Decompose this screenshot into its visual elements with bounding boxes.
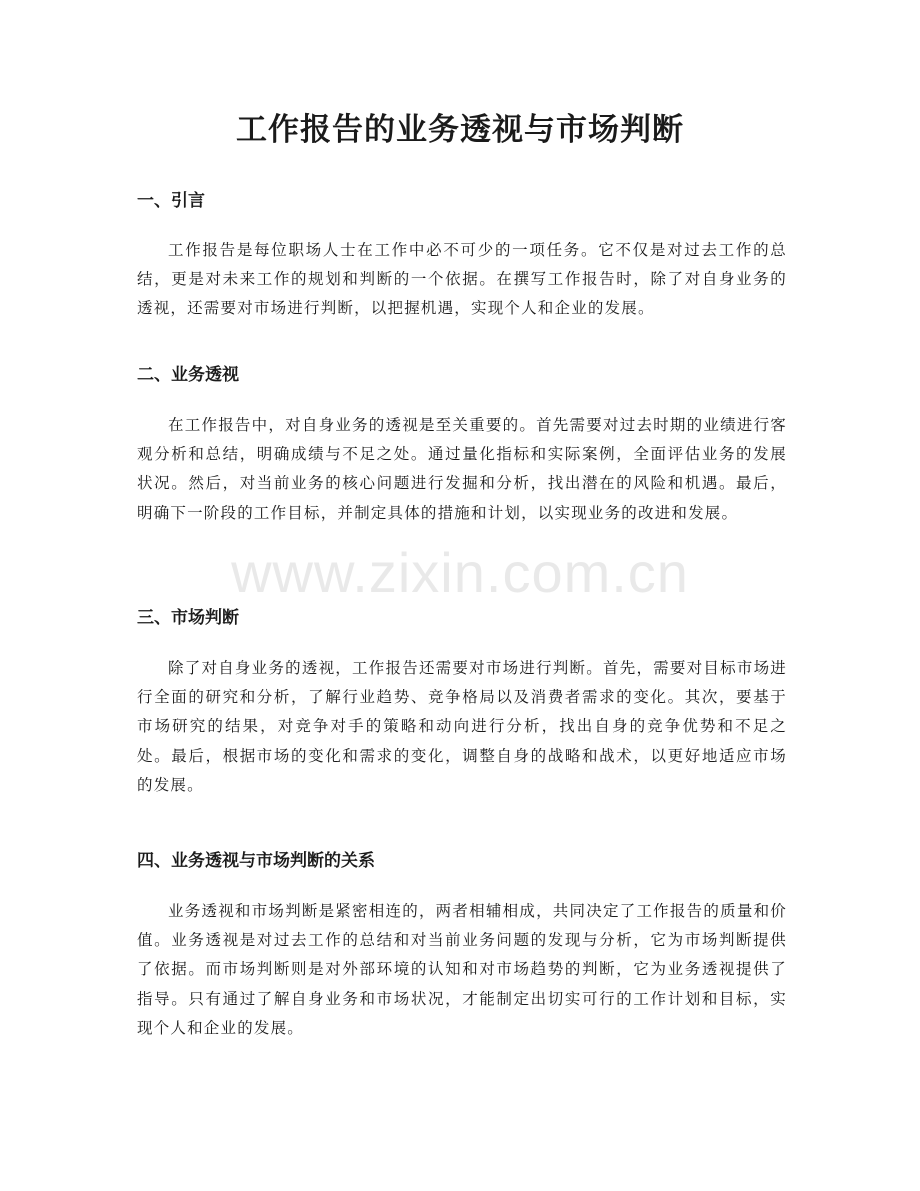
paragraph-market-judgment: 除了对自身业务的透视，工作报告还需要对市场进行判断。首先，需要对目标市场进行全面的研究和分析，了解行业趋势、竞争格局以及消费者需求的变化。其次，要基于市场研究的结果，对竞争对手的策略和动向进行分析，找出自身的竞争优势和不足之处。最后，根据市场的变化和需求的变化，调整自身的战略和战术，以更好地适应市场的发展。 bbox=[137, 659, 787, 794]
paragraph-relationship: 业务透视和市场判断是紧密相连的，两者相辅相成，共同决定了工作报告的质量和价值。业务透视是对过去工作的总结和对当前业务问题的发现与分析，它为市场判断提供了依据。而市场判断则是对外部环境的认知和对市场趋势的判断，它为业务透视提供了指导。只有通过了解自身业务和市场状况，才能制定出切实可行的工作计划和目标，实现个人和企业的发展。 bbox=[137, 902, 787, 1037]
page-title: 工作报告的业务透视与市场判断 bbox=[236, 112, 684, 148]
watermark-text: www.zixin.com.cn bbox=[231, 541, 689, 604]
section-heading-relationship: 四、业务透视与市场判断的关系 bbox=[137, 851, 375, 871]
section-heading-introduction: 一、引言 bbox=[137, 191, 205, 211]
section-heading-market-judgment: 三、市场判断 bbox=[137, 608, 239, 628]
paragraph-introduction: 工作报告是每位职场人士在工作中必不可少的一项任务。它不仅是对过去工作的总结，更是对未来工作的规划和判断的一个依据。在撰写工作报告时，除了对自身业务的透视，还需要对市场进行判断，以把握机遇，实现个人和企业的发展。 bbox=[137, 241, 787, 318]
section-heading-business-insight: 二、业务透视 bbox=[137, 365, 239, 385]
paragraph-business-insight: 在工作报告中，对自身业务的透视是至关重要的。首先需要对过去时期的业绩进行客观分析和总结，明确成绩与不足之处。通过量化指标和实际案例，全面评估业务的发展状况。然后，对当前业务的核心问题进行发掘和分析，找出潜在的风险和机遇。最后，明确下一阶段的工作目标，并制定具体的措施和计划，以实现业务的改进和发展。 bbox=[137, 416, 787, 522]
